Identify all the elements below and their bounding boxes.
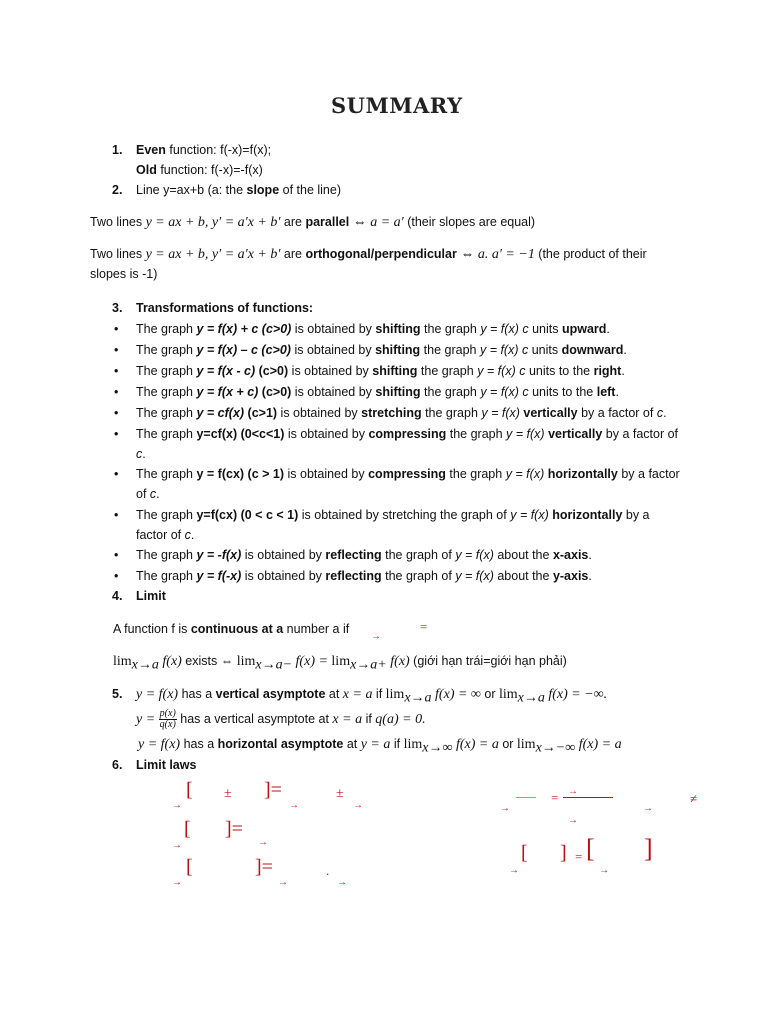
t: is obtained by	[241, 548, 326, 562]
t: f(x) =	[292, 654, 332, 669]
t: is obtained by	[241, 569, 326, 583]
t: by a	[622, 508, 650, 522]
t: y = f(x)	[505, 467, 545, 481]
equals-glyph: =	[420, 619, 428, 634]
t: f(x)	[386, 654, 410, 669]
t: shifting	[375, 343, 421, 357]
t: shifting	[375, 322, 421, 336]
t: y = a	[360, 737, 391, 752]
t: y = f(cx) (c > 1)	[196, 467, 285, 481]
arrow-glyph: →	[509, 865, 519, 876]
t: y = f(x - c)	[196, 364, 256, 378]
parallel-statement	[90, 214, 535, 231]
t: The graph	[136, 467, 197, 481]
arrow-glyph: →	[568, 815, 578, 826]
right-bracket-glyph: ]=	[264, 779, 282, 801]
line-text-end: of the line)	[279, 183, 341, 197]
t: at	[325, 687, 343, 701]
item-number: 5.	[112, 687, 123, 701]
t: exists ⇔	[181, 654, 237, 668]
t: if	[372, 687, 386, 701]
t: y = f(-x)	[196, 569, 242, 583]
item-number: 6.	[112, 758, 123, 772]
item-2-line	[112, 182, 341, 198]
t: x→−∞	[535, 740, 576, 756]
t: f(x) = a	[452, 737, 499, 752]
t: factor of	[136, 528, 185, 542]
t: units	[528, 322, 562, 336]
t: about the	[493, 548, 553, 562]
t: by a factor	[617, 467, 680, 481]
t: has a	[180, 737, 218, 751]
arrow-glyph: →	[289, 800, 299, 811]
bullet-dot: •	[114, 508, 119, 522]
heading: Limit laws	[136, 758, 197, 772]
orthogonal-statement-line2: slopes is -1)	[90, 267, 158, 281]
t: f(x)	[158, 654, 182, 669]
line-text: Line y=ax+b (a: the	[136, 183, 247, 197]
t: The graph	[136, 569, 197, 583]
t: lim	[113, 654, 132, 669]
right-bracket-glyph: ]=	[255, 856, 273, 878]
t: (giới hạn trái=giới hạn phải)	[409, 654, 567, 668]
t: x→∞	[422, 740, 453, 756]
t: lim	[516, 737, 536, 752]
item-4-heading	[112, 588, 166, 604]
bullet-reflect-x	[114, 547, 592, 563]
t: y-axis	[552, 569, 589, 583]
item-1-even	[112, 142, 271, 158]
item-number: 3.	[112, 301, 123, 315]
t: y = f(x) c	[480, 322, 529, 336]
page-title: SUMMARY	[331, 93, 463, 118]
bullet-compress-horizontal	[114, 466, 680, 482]
t: f(x) = ∞	[431, 687, 481, 702]
item-number: 4.	[112, 589, 123, 603]
t: (c>1)	[244, 406, 278, 420]
t: the graph	[420, 343, 480, 357]
t: right	[593, 364, 622, 378]
t: y = f(x + c)	[196, 385, 259, 399]
plus-minus-glyph: ±	[336, 786, 344, 801]
t: x = a	[332, 712, 363, 727]
arrow-glyph: →	[643, 803, 653, 814]
left-bracket-glyph: [	[186, 779, 193, 801]
arrow-glyph: →	[172, 877, 182, 888]
bullet-stretch-horizontal	[114, 507, 650, 523]
t: x→a	[131, 657, 159, 673]
t: A function f is	[113, 622, 191, 636]
orthogonal-word: orthogonal/perpendicular	[305, 247, 457, 261]
arrow-glyph: →	[371, 631, 381, 642]
t: q(a) = 0.	[375, 712, 426, 727]
t: y = f(x)	[481, 406, 520, 420]
right-bracket-glyph: ]	[560, 842, 567, 864]
t: has a vertical asymptote at	[176, 712, 333, 726]
t: x→a+	[350, 657, 387, 673]
arrow-glyph: →	[172, 840, 182, 851]
math: y = ax + b, y′ = a′x + b′	[145, 247, 281, 262]
heading: Transformations of functions:	[136, 301, 314, 315]
heading: Limit	[136, 589, 166, 603]
bullet-stretch-horizontal-line2	[136, 527, 194, 543]
t: The graph	[136, 322, 197, 336]
fraction-bar	[563, 797, 613, 798]
right-bracket-glyph: ]	[644, 834, 653, 863]
left-bracket-glyph: [	[184, 818, 191, 840]
slope-word: slope	[246, 183, 280, 197]
bullet-dot: •	[114, 322, 119, 336]
t: units to the	[525, 364, 594, 378]
t: (c>0)	[258, 385, 292, 399]
t: left	[596, 385, 616, 399]
t: is obtained by stretching the graph of	[298, 508, 511, 522]
t: continuous at a	[190, 622, 284, 636]
item-number: 1.	[112, 143, 123, 157]
t: the graph	[421, 406, 482, 420]
t: y=cf(x) (0<c<1)	[196, 427, 285, 441]
t: The graph	[136, 364, 197, 378]
arrow-glyph: →	[500, 803, 510, 814]
numerator: p(x)	[159, 708, 176, 720]
equals-glyph: =	[551, 790, 559, 805]
t: y = f(x) + c (c>0)	[196, 322, 292, 336]
bullet-shift-left	[114, 384, 619, 400]
iff-symbol: ⇔	[456, 247, 478, 262]
t: y=f(cx) (0 < c < 1)	[196, 508, 299, 522]
t: the graph	[445, 467, 506, 481]
text: Two lines	[90, 247, 146, 261]
t: y = f(x)	[455, 569, 494, 583]
t: compressing	[368, 427, 447, 441]
bullet-shift-up	[114, 321, 610, 337]
t: the graph of	[381, 569, 456, 583]
t: is obtained by	[291, 322, 376, 336]
plus-minus-glyph: ±	[224, 786, 232, 801]
left-bracket-glyph: [	[586, 834, 595, 863]
bullet-dot: •	[114, 343, 119, 357]
t: c	[184, 528, 191, 542]
t: number a if	[283, 622, 350, 636]
t: vertical asymptote	[215, 687, 326, 701]
left-bracket-glyph: [	[521, 842, 528, 864]
t: vertically	[548, 427, 603, 441]
bullet-dot: •	[114, 548, 119, 562]
t: y = f(x)	[138, 737, 181, 752]
t: y = -f(x)	[196, 548, 242, 562]
t: x→a	[404, 690, 432, 706]
t: lim	[331, 654, 351, 669]
t: y = f(x) – c (c>0)	[196, 343, 291, 357]
text: are	[280, 247, 306, 261]
t: y = f(x) c	[480, 385, 529, 399]
t: the graph	[446, 427, 507, 441]
bullet-dot: •	[114, 467, 119, 481]
t: upward	[561, 322, 607, 336]
t: is obtained by	[284, 427, 369, 441]
t: x = a	[342, 687, 373, 702]
item-6-heading	[112, 757, 196, 773]
t: vertically	[523, 406, 578, 420]
bullet-stretch-vertical	[114, 405, 667, 421]
item-5-vertical-asymptote	[112, 686, 607, 707]
t: units	[528, 343, 562, 357]
equals-glyph: =	[575, 849, 583, 864]
even-label: Even	[136, 143, 166, 157]
item-1-old	[136, 162, 263, 178]
t: f(x) = −∞.	[544, 687, 608, 702]
not-equal-glyph: ≠	[690, 791, 698, 806]
t: y = f(x)	[455, 548, 494, 562]
t: lim	[385, 687, 405, 702]
t: The graph	[136, 548, 197, 562]
t: is obtained by	[291, 385, 376, 399]
parallel-word: parallel	[305, 215, 350, 229]
t: by a factor of	[577, 406, 657, 420]
arrow-glyph: →	[599, 865, 609, 876]
t: y = f(x)	[136, 687, 179, 702]
t: is obtained by	[290, 343, 376, 357]
t: if	[390, 737, 404, 751]
t: .	[588, 569, 592, 583]
bullet-dot: •	[114, 385, 119, 399]
t: x→a	[517, 690, 545, 706]
text: (their slopes are equal)	[403, 215, 536, 229]
text: (the product of their	[534, 247, 647, 261]
t: lim	[236, 654, 256, 669]
t: c	[136, 447, 143, 461]
bullet-shift-down	[114, 342, 627, 358]
t: reflecting	[325, 548, 382, 562]
arrow-glyph: →	[172, 800, 182, 811]
bullet-reflect-y	[114, 568, 592, 584]
t: x-axis	[552, 548, 589, 562]
text: Two lines	[90, 215, 146, 229]
t: f(x) = a	[575, 737, 622, 752]
bullet-dot: •	[114, 364, 119, 378]
t: shifting	[375, 385, 421, 399]
bullet-dot: •	[114, 427, 119, 441]
math: a. a′ = −1	[477, 247, 535, 262]
t: the graph	[420, 322, 481, 336]
t: horizontal asymptote	[217, 737, 344, 751]
t: y = f(x)	[510, 508, 549, 522]
arrow-glyph: →	[353, 800, 363, 811]
t: .	[588, 548, 592, 562]
item-number: 2.	[112, 183, 123, 197]
t: .	[606, 322, 610, 336]
t: .	[190, 528, 195, 542]
t: The graph	[136, 427, 197, 441]
t: the graph	[417, 364, 478, 378]
old-label: Old	[136, 163, 157, 177]
t: (c>0)	[255, 364, 289, 378]
dot-glyph: .	[326, 863, 330, 878]
t: downward	[561, 343, 624, 357]
even-text: function: f(-x)=f(x);	[165, 143, 272, 157]
arrow-glyph: →	[258, 837, 268, 848]
t: by a factor of	[602, 427, 679, 441]
fraction	[159, 709, 177, 730]
bullet-compress-vertical	[114, 426, 678, 442]
t: the graph	[420, 385, 481, 399]
limit-existence	[113, 653, 567, 674]
math: a = a′	[370, 215, 404, 230]
bullet-dot: •	[114, 406, 119, 420]
t: or	[480, 687, 499, 701]
t: is obtained by	[284, 467, 369, 481]
t: The graph	[136, 508, 197, 522]
text: are	[280, 215, 306, 229]
left-bracket-glyph: [	[186, 856, 193, 878]
t: The graph	[136, 385, 197, 399]
t: .	[615, 385, 619, 399]
rational-asymptote	[136, 709, 426, 730]
math: y = ax + b, y′ = a′x + b′	[145, 215, 281, 230]
t: y = f(x) c	[477, 364, 526, 378]
t: if	[362, 712, 376, 726]
t: .	[156, 487, 160, 501]
old-text: function: f(-x)=-f(x)	[156, 163, 263, 177]
t: y =	[136, 712, 159, 727]
t: shifting	[372, 364, 418, 378]
t: The graph	[136, 406, 197, 420]
item-3-heading	[112, 300, 313, 316]
t: units to the	[528, 385, 597, 399]
t: .	[663, 406, 667, 420]
arrow-glyph: →	[278, 877, 288, 888]
t: about the	[493, 569, 553, 583]
t: x→a−	[255, 657, 293, 673]
t: stretching	[361, 406, 422, 420]
t: .	[621, 364, 625, 378]
t: y = cf(x)	[196, 406, 245, 420]
denominator: q(x)	[159, 719, 176, 731]
t: lim	[403, 737, 423, 752]
horizontal-asymptote	[138, 736, 622, 757]
orthogonal-statement	[90, 246, 647, 263]
bullet-compress-horizontal-line2	[136, 486, 160, 502]
t: or	[498, 737, 517, 751]
t: y = f(x) c	[479, 343, 529, 357]
t: is obtained by	[288, 364, 373, 378]
t: reflecting	[325, 569, 382, 583]
t: has a	[178, 687, 216, 701]
t: c	[656, 406, 664, 420]
t: y = f(x)	[506, 427, 545, 441]
bullet-shift-right	[114, 363, 625, 379]
t: .	[142, 447, 146, 461]
t: lim	[498, 687, 518, 702]
fraction-bar-glyph: ——	[516, 792, 536, 803]
t: the graph of	[381, 548, 456, 562]
t: horizontally	[547, 467, 618, 481]
arrow-glyph: →	[568, 786, 578, 797]
t: compressing	[368, 467, 446, 481]
continuous-definition	[113, 621, 349, 637]
t: at	[343, 737, 361, 751]
bullet-dot: •	[114, 569, 119, 583]
t: c	[149, 487, 157, 501]
t: The graph	[136, 343, 197, 357]
t: .	[623, 343, 627, 357]
arrow-glyph: →	[337, 877, 347, 888]
t: of	[136, 487, 150, 501]
iff-symbol: ⇔	[349, 215, 371, 230]
bullet-compress-vertical-line2	[136, 446, 146, 462]
right-bracket-glyph: ]=	[225, 818, 243, 840]
t: is obtained by	[277, 406, 362, 420]
t: horizontally	[552, 508, 623, 522]
